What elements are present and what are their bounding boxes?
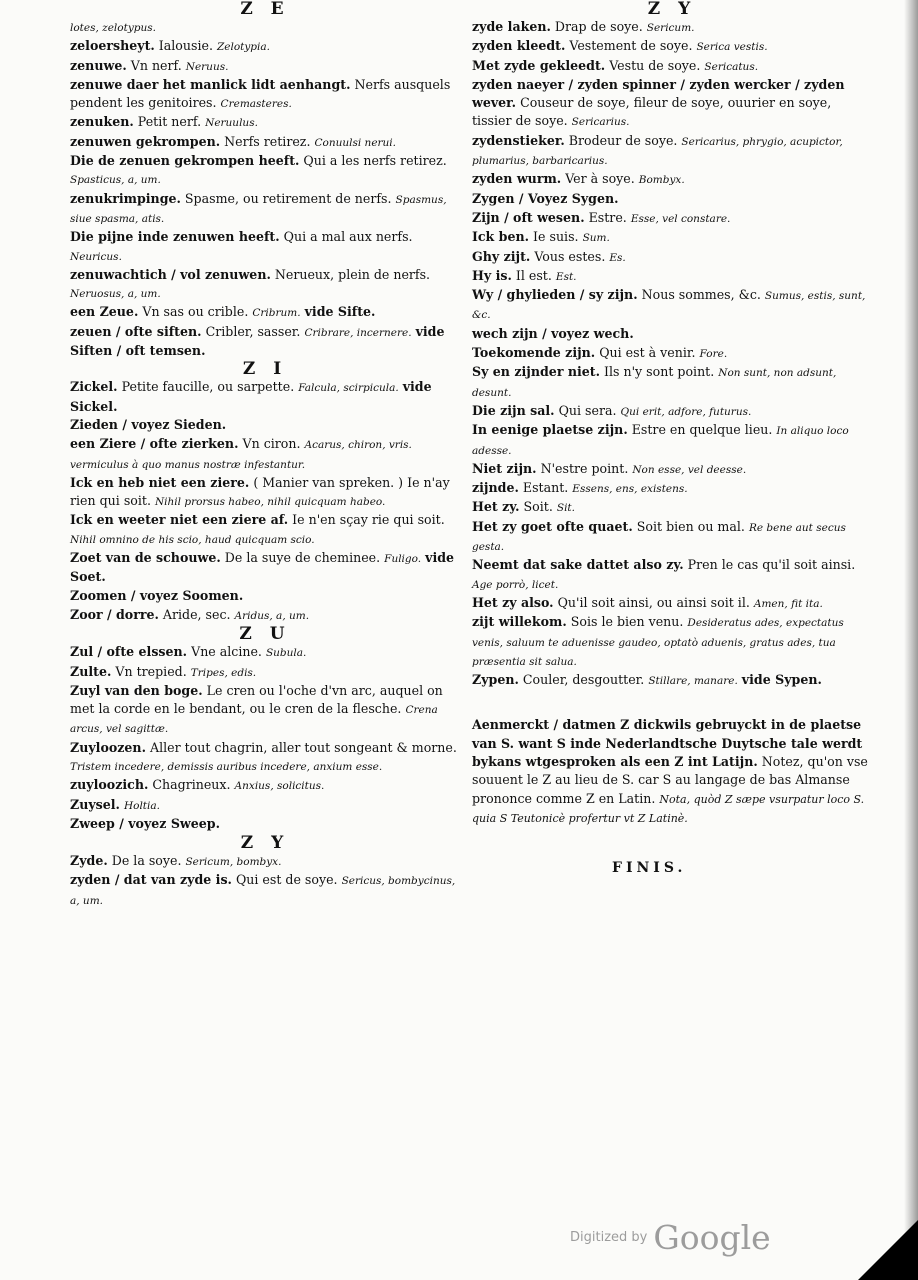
- dictionary-entry: [472, 325, 872, 344]
- entry-headword: zyden kleedt.: [472, 38, 566, 54]
- entry-french: Vn sas ou crible.: [142, 304, 249, 320]
- dictionary-entry: [70, 643, 460, 662]
- entry-latin: Sericarius, phrygio, acupictor, plumarius, barbaricarius.: [472, 135, 843, 168]
- entry-headword: zeloersheyt.: [70, 38, 155, 54]
- entry-french: Drap de soye.: [554, 19, 643, 34]
- entry-french: Nous sommes, &c.: [641, 287, 761, 303]
- entry-latin: Tristem incedere, demissis auribus incedere, anxium esse.: [70, 760, 383, 773]
- entry-french: De la suye de cheminee.: [224, 550, 381, 566]
- entry-latin: Neuricus.: [70, 250, 122, 263]
- left-section-header-zu: Z U: [239, 624, 291, 645]
- entry-latin: Sum.: [582, 232, 610, 245]
- dictionary-entry: [70, 323, 460, 361]
- dictionary-entry: [70, 435, 460, 474]
- entry-french: Il est.: [515, 267, 552, 283]
- entry-crossref: vide Soet.: [70, 550, 455, 585]
- dictionary-entry: [472, 518, 872, 557]
- entry-french: Ialousie.: [158, 38, 213, 54]
- dictionary-entry: [472, 267, 872, 286]
- note-dutch: Aenmerckt / datmen Z dickwils gebruyckt in de plaetse van S. want S inde Nederlandtsche Duytsche tale werdt bykans wtgesproken als een Z int Latijn.: [472, 717, 863, 769]
- entry-latin: Age porrò, licet.: [472, 578, 559, 591]
- entry-latin: Holtia.: [123, 799, 160, 812]
- entry-french: Couler, desgoutter.: [522, 672, 645, 688]
- dictionary-entry: [472, 228, 872, 247]
- entry-headword: zenuwe.: [70, 57, 127, 73]
- entry-headword: een Zeue.: [70, 304, 139, 320]
- dictionary-entry: [472, 57, 872, 76]
- dictionary-entry: [472, 18, 872, 37]
- entry-french: Brodeur de soye.: [568, 132, 678, 148]
- entry-headword: zenuwen gekrompen.: [70, 133, 221, 149]
- dictionary-entry: [472, 170, 872, 189]
- note-french: Notez, qu'on vse souuent le Z au lieu de S. car S au langage de bas Almanse prononce comme Z en Latin.: [472, 753, 868, 806]
- dictionary-entry: [70, 416, 460, 435]
- dictionary-entry: [472, 402, 872, 421]
- left-entries: [70, 18, 460, 360]
- entry-french: Qui a les nerfs retirez.: [303, 153, 447, 169]
- dictionary-entry: [70, 152, 460, 190]
- entry-headword: Niet zijn.: [472, 460, 537, 476]
- dictionary-entry: [70, 228, 460, 266]
- dictionary-entry: [70, 796, 460, 815]
- entry-french: Estre en quelque lieu.: [631, 422, 773, 438]
- dictionary-entry: [70, 133, 460, 152]
- note-latin: Nota, quòd Z sæpe vsurpatur loco S. quia S Teutonicè profertur vt Z Latinè.: [472, 792, 865, 825]
- entry-headword: Ick en weeter niet een ziere af.: [70, 512, 289, 528]
- dictionary-entry: [70, 474, 460, 512]
- entry-french: Ie n'en sçay rie qui soit.: [292, 512, 445, 528]
- entry-french: Qu'il soit ainsi, ou ainsi soit il.: [557, 594, 750, 610]
- dictionary-entry: [70, 266, 460, 304]
- dictionary-entry: [70, 587, 460, 606]
- entry-french: Qui est à venir.: [599, 345, 696, 361]
- entry-french: Aller tout chagrin, aller tout songeant & morne.: [149, 739, 457, 755]
- dictionary-entry: [472, 556, 872, 594]
- entry-headword: zydenstieker.: [472, 132, 565, 148]
- entry-headword: Die de zenuen gekrompen heeft.: [70, 153, 300, 169]
- entry-french: Nerfs retirez.: [224, 133, 311, 149]
- left-entries-zi: [70, 378, 460, 625]
- entry-headword: Zuysel.: [70, 796, 120, 812]
- entry-latin: Sumus, estis, sunt, &c.: [472, 290, 866, 322]
- entry-french: Couseur de soye, fileur de soye, ouurier en soye, tissier de soye.: [472, 95, 832, 129]
- entry-headword: Het zy goet ofte quaet.: [472, 518, 633, 534]
- entry-latin: Neruulus.: [205, 117, 258, 130]
- entry-french: Vous estes.: [534, 248, 606, 264]
- entry-headword: Zickel.: [70, 379, 118, 395]
- entry-latin: Sericum, bombyx.: [185, 856, 282, 869]
- entry-headword: zyde laken.: [472, 19, 551, 34]
- entry-latin: Esse, vel constare.: [630, 212, 731, 225]
- dictionary-entry: [472, 363, 872, 402]
- entry-latin: Desideratus ades, expectatus venis, saluum te aduenisse gaudeo, optatò aduenis, gratus ades, tua præsentia sit salua.: [472, 617, 844, 668]
- dictionary-entry: [70, 76, 460, 114]
- dictionary-entry: [472, 37, 872, 56]
- entry-french: ( Manier van spreken. ) Ie n'ay rien qui soit.: [70, 474, 450, 509]
- entry-headword: een Ziere / ofte zierken.: [70, 436, 239, 452]
- entry-headword: zenukrimpinge.: [70, 190, 181, 206]
- entry-latin: Tripes, edis.: [190, 666, 257, 679]
- dictionary-entry: [472, 613, 872, 671]
- dictionary-entry: [70, 303, 460, 322]
- left-column: [70, 0, 460, 910]
- entry-headword: zenuwe daer het manlick lidt aenhangt.: [70, 76, 351, 92]
- right-column: [472, 0, 872, 828]
- entry-latin: Nihil prorsus habeo, nihil quicquam habeo.: [154, 496, 386, 509]
- entry-latin: Fuligo.: [384, 553, 422, 566]
- entry-french: Estant.: [522, 480, 569, 496]
- dictionary-entry: [472, 421, 872, 460]
- dictionary-entry: [472, 671, 872, 690]
- entry-headword: wech zijn / voyez wech.: [472, 325, 634, 341]
- dictionary-entry: [70, 549, 460, 587]
- dictionary-entry: [472, 286, 872, 325]
- entry-latin: Sericarius.: [571, 116, 630, 129]
- entry-latin: Amen, fit ita.: [753, 597, 823, 610]
- entry-headword: zuyloozich.: [70, 777, 149, 793]
- entry-latin: Conuulsi nerui.: [314, 136, 397, 149]
- dictionary-entry: [472, 76, 872, 132]
- entry-latin: Spasticus, a, um.: [70, 174, 161, 187]
- dictionary-entry: [472, 479, 872, 498]
- entry-headword: Toekomende zijn.: [472, 345, 596, 361]
- entry-latin: Spasmus, siue spasma, atis.: [70, 193, 447, 225]
- entry-headword: zijnde.: [472, 480, 519, 496]
- entry-latin: Acarus, chiron, vris. vermiculus à quo manus nostræ infestantur.: [70, 439, 412, 471]
- page-edge-shadow: [904, 0, 918, 1280]
- entry-french: De la soye.: [111, 853, 182, 869]
- entry-latin: Falcula, scirpicula.: [298, 382, 399, 395]
- entry-headword: Zweep / voyez Sweep.: [70, 815, 220, 831]
- entry-crossref: vide Sifte.: [304, 304, 376, 320]
- entry-latin: Cribrare, incernere.: [304, 326, 412, 339]
- entry-french: Spasme, ou retirement de nerfs.: [184, 190, 392, 206]
- entry-headword: zenuken.: [70, 114, 134, 130]
- entry-french: Qui sera.: [558, 402, 617, 418]
- entry-headword: Zygen / Voyez Sygen.: [472, 190, 619, 206]
- entry-french: Soit.: [523, 499, 553, 515]
- entry-latin: Sit.: [556, 502, 575, 515]
- entry-french: Ie suis.: [533, 229, 579, 245]
- entry-headword: zyden / dat van zyde is.: [70, 872, 232, 888]
- left-entries-zu: [70, 643, 460, 834]
- left-section-header-zy: Z Y: [240, 833, 290, 854]
- dictionary-entry: [70, 852, 460, 871]
- entry-headword: Ick en heb niet een ziere.: [70, 474, 250, 490]
- entry-headword: Zieden / voyez Sieden.: [70, 416, 227, 432]
- entry-latin: Crena arcus, vel sagittæ.: [70, 704, 438, 736]
- dictionary-entry: [70, 190, 460, 229]
- entry-crossref: vide Sickel.: [70, 379, 432, 414]
- entry-headword: Zypen.: [472, 672, 519, 688]
- entry-headword: zeuen / ofte siften.: [70, 323, 202, 339]
- entry-crossref: vide Siften / oft temsen.: [70, 323, 445, 359]
- dictionary-entry: [70, 18, 460, 37]
- entry-headword: Die zijn sal.: [472, 402, 555, 418]
- dictionary-entry: [472, 460, 872, 479]
- entry-french: Vestu de soye.: [609, 57, 701, 73]
- entry-french: Vestement de soye.: [569, 38, 693, 54]
- entry-french: Ver à soye.: [565, 171, 635, 187]
- entry-latin: Est.: [555, 270, 577, 283]
- entry-french: Nerueux, plein de nerfs.: [274, 266, 431, 282]
- entry-headword: Zuyloozen.: [70, 739, 146, 755]
- dictionary-entry: [70, 739, 460, 777]
- entry-headword: Zijn / oft wesen.: [472, 209, 585, 225]
- dictionary-entry: [472, 594, 872, 613]
- entry-french: Cribler, sasser.: [205, 323, 301, 339]
- left-section-header-zi: Z I: [242, 359, 288, 380]
- entry-headword: zenuwachtich / vol zenuwen.: [70, 266, 271, 282]
- corner-shadow: [858, 1220, 918, 1280]
- left-header: Z E: [240, 0, 290, 19]
- entry-french: Qui a mal aux nerfs.: [283, 229, 413, 245]
- entry-headword: Het zy also.: [472, 594, 554, 610]
- entry-headword: In eenige plaetse zijn.: [472, 422, 628, 438]
- entry-headword: zijt willekom.: [472, 614, 567, 630]
- orthography-note: [472, 716, 872, 828]
- dictionary-entry: [472, 209, 872, 228]
- entry-headword: Zyde.: [70, 853, 108, 869]
- entry-latin: Cremasteres.: [220, 98, 292, 111]
- entry-headword: Zul / ofte elssen.: [70, 644, 188, 660]
- dictionary-entry: [70, 815, 460, 834]
- entry-french: N'estre point.: [540, 460, 629, 476]
- entry-french: Soit bien ou mal.: [636, 518, 745, 534]
- entry-french: Qui est de soye.: [235, 872, 338, 888]
- dictionary-entry: [70, 113, 460, 132]
- entry-headword: zyden wurm.: [472, 171, 562, 187]
- dictionary-entry: [70, 511, 460, 549]
- entry-french: Petite faucille, ou sarpette.: [121, 379, 295, 395]
- entry-french: Nerfs ausquels pendent les genitoires.: [70, 76, 451, 111]
- entry-latin: Neruus.: [185, 60, 229, 73]
- entry-latin: Nihil omnino de his scio, haud quicquam scio.: [70, 533, 315, 546]
- digitized-watermark: [570, 1218, 771, 1257]
- entry-latin: Fore.: [699, 348, 728, 361]
- google-logo: Google: [653, 1218, 771, 1257]
- entry-latin: Bombyx.: [638, 174, 685, 187]
- entry-latin: Anxius, solicitus.: [234, 780, 325, 793]
- entry-headword: Ick ben.: [472, 229, 530, 245]
- entry-latin: Qui erit, adfore, futurus.: [620, 405, 752, 418]
- entry-latin: Sericum.: [646, 22, 695, 34]
- entry-french: Vn trepied.: [115, 663, 187, 679]
- entry-latin: Aridus, a, um.: [234, 609, 310, 622]
- entry-french: Petit nerf.: [137, 114, 202, 130]
- dictionary-entry: [472, 132, 872, 171]
- entry-french: Estre.: [588, 209, 627, 225]
- entry-french: Vn nerf.: [130, 57, 182, 73]
- entry-headword: Neemt dat sake dattet also zy.: [472, 557, 684, 573]
- entry-latin: Sericus, bombycinus, a, um.: [70, 875, 456, 907]
- dictionary-entry: [70, 776, 460, 795]
- right-header: Z Y: [647, 0, 697, 19]
- left-entries-zy: [70, 852, 460, 910]
- entry-headword: Wy / ghylieden / sy zijn.: [472, 287, 638, 303]
- entry-latin: Stillare, manare.: [648, 675, 738, 688]
- dictionary-entry: [472, 190, 872, 209]
- entry-latin: Es.: [609, 251, 626, 264]
- finis-mark: FINIS.: [612, 860, 687, 876]
- entry-latin: Non sunt, non adsunt, desunt.: [472, 367, 837, 399]
- entry-latin: Zelotypia.: [216, 41, 270, 54]
- entry-headword: Ghy zijt.: [472, 248, 531, 264]
- entry-latin: Non esse, vel deesse.: [632, 463, 747, 476]
- entry-french: Vne alcine.: [191, 644, 262, 660]
- dictionary-entry: [70, 37, 460, 56]
- entry-latin: In aliquo loco adesse.: [472, 425, 849, 457]
- entry-headword: Hy is.: [472, 267, 512, 283]
- watermark-prefix: Digitized by: [570, 1230, 648, 1245]
- dictionary-entry: [70, 871, 460, 910]
- entry-latin: Sericatus.: [704, 60, 759, 73]
- entry-headword: Sy en zijnder niet.: [472, 364, 600, 380]
- entry-latin: Neruosus, a, um.: [70, 288, 161, 301]
- entry-french: Le cren ou l'oche d'vn arc, auquel on met la corde en le bendant, ou le cren de la flesche.: [70, 682, 443, 717]
- entry-latin: Re bene aut secus gesta.: [472, 521, 846, 554]
- entry-latin: Cribrum.: [252, 307, 301, 320]
- entry-french: Aride, sec.: [162, 606, 231, 622]
- entry-headword: Zuyl van den boge.: [70, 682, 203, 698]
- dictionary-entry: [472, 248, 872, 267]
- entry-latin: Serica vestis.: [696, 41, 768, 54]
- entry-headword: Die pijne inde zenuwen heeft.: [70, 229, 280, 245]
- entry-headword: Het zy.: [472, 499, 520, 515]
- entry-headword: zyden naeyer / zyden spinner / zyden wercker / zyden wever.: [472, 76, 845, 111]
- entry-latin: Subula.: [265, 647, 307, 660]
- dictionary-entry: [472, 344, 872, 363]
- entry-headword: Met zyde gekleedt.: [472, 57, 606, 73]
- dictionary-entry: [472, 498, 872, 517]
- entry-french: Vn ciron.: [242, 436, 301, 452]
- dictionary-entry: [70, 663, 460, 682]
- entry-french: Pren le cas qu'il soit ainsi.: [687, 557, 856, 573]
- entry-headword: Zoor / dorre.: [70, 606, 159, 622]
- entry-headword: Zoet van de schouwe.: [70, 550, 221, 566]
- entry-french: Sois le bien venu.: [570, 614, 684, 630]
- dictionary-entry: [70, 57, 460, 76]
- right-entries: [472, 18, 872, 690]
- entry-latin: Essens, ens, existens.: [572, 483, 688, 496]
- entry-crossref: vide Sypen.: [741, 672, 822, 688]
- entry-headword: Zulte.: [70, 663, 112, 679]
- dictionary-entry: [70, 682, 460, 739]
- entry-headword: Zoomen / voyez Soomen.: [70, 587, 244, 603]
- dictionary-entry: [70, 606, 460, 625]
- entry-french: Chagrineux.: [152, 777, 231, 793]
- dictionary-entry: [70, 378, 460, 416]
- entry-french: Ils n'y sont point.: [604, 364, 715, 380]
- entry-latin: lotes, zelotypus.: [70, 22, 156, 34]
